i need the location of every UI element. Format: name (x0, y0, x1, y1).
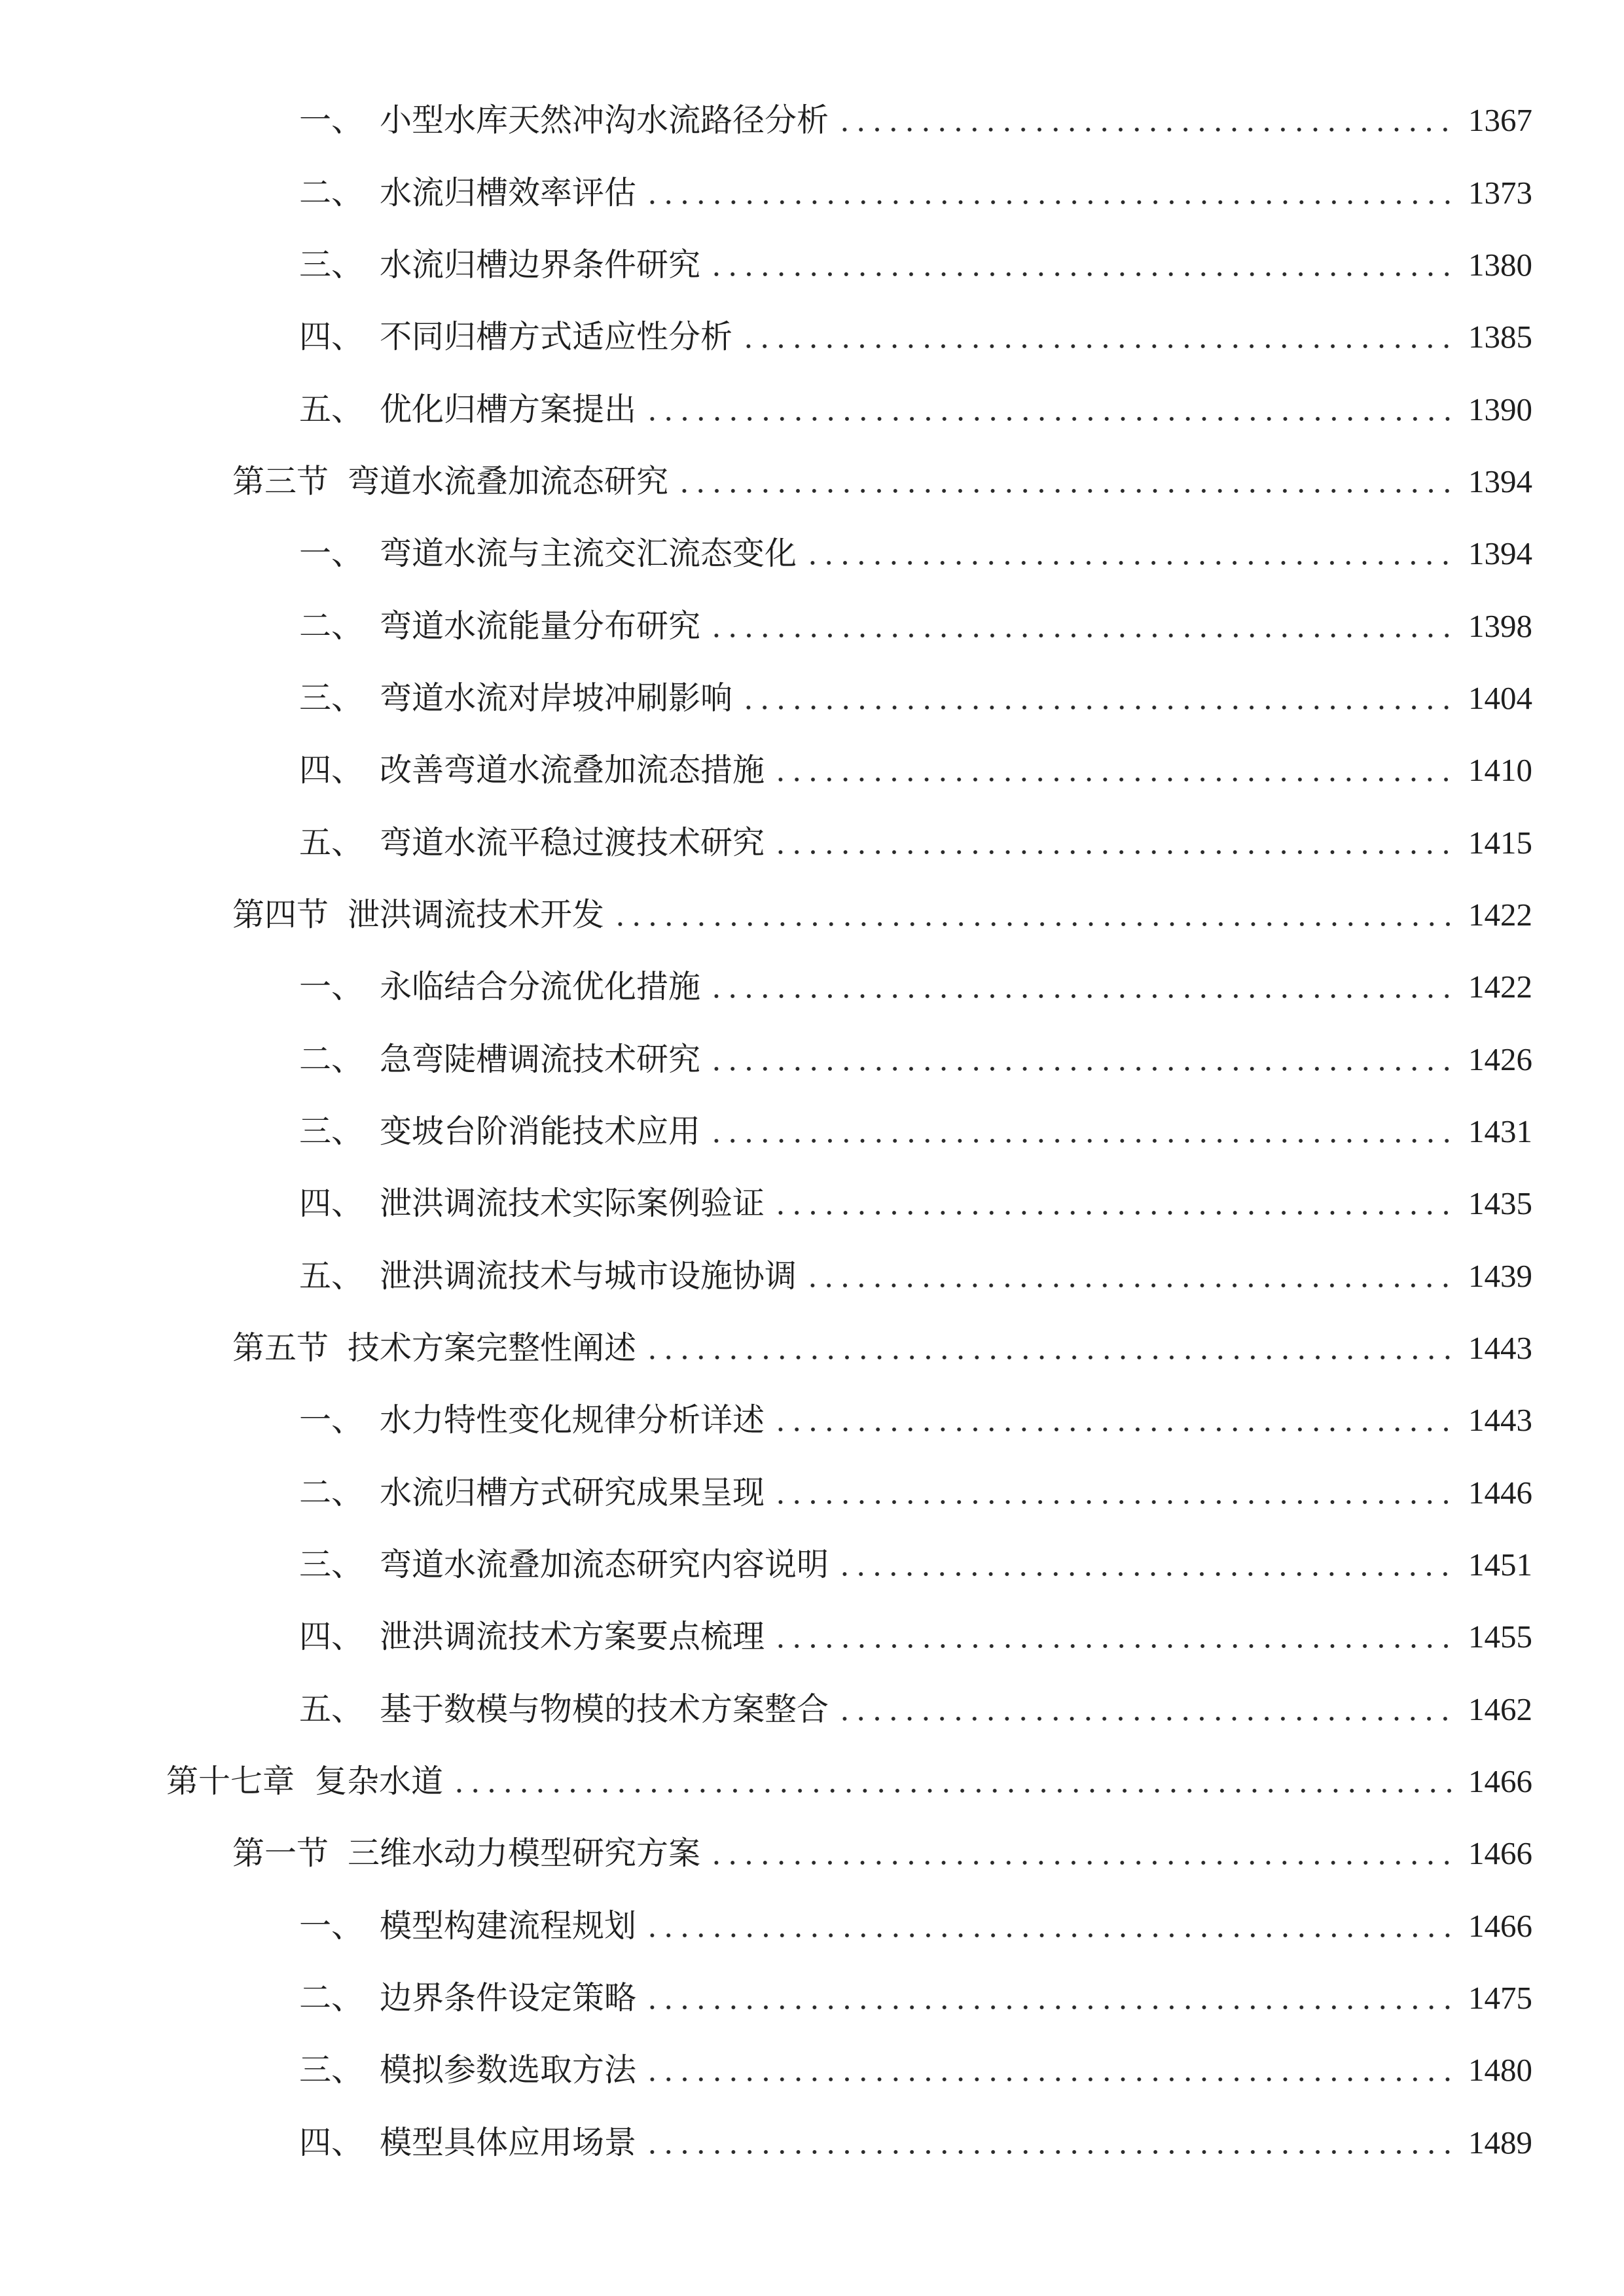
entry-page-number: 1446 (1468, 1474, 1532, 1511)
entry-number: 第十七章 (166, 1763, 295, 1800)
dot-leader (644, 1330, 1456, 1367)
entry-page-number: 1489 (1468, 2124, 1532, 2161)
entry-title: 水流归槽效率评估 (380, 174, 637, 211)
entry-number: 四、 (299, 1185, 364, 1222)
entry-number: 二、 (299, 174, 364, 211)
dot-leader (772, 1475, 1456, 1511)
entry-title: 水流归槽边界条件研究 (380, 246, 701, 283)
entry-page-number: 1451 (1468, 1547, 1532, 1583)
dot-leader (708, 608, 1456, 645)
entry-number: 五、 (299, 391, 364, 427)
entry-title: 急弯陡槽调流技术研究 (380, 1041, 701, 1077)
toc-subsection-entry (0, 156, 1624, 228)
entry-page-number: 1390 (1468, 391, 1532, 427)
dot-leader (644, 1980, 1456, 2017)
toc-subsection-entry (0, 1529, 1624, 1601)
entry-page-number: 1431 (1468, 1113, 1532, 1149)
entry-title: 边界条件设定策略 (380, 1980, 637, 2017)
toc-subsection-entry (0, 951, 1624, 1023)
entry-page-number: 1455 (1468, 1619, 1532, 1655)
dot-leader (644, 2052, 1456, 2089)
toc-subsection-entry (0, 806, 1624, 878)
entry-title: 模拟参数选取方法 (380, 2052, 637, 2089)
dot-leader (644, 175, 1456, 211)
dot-leader (740, 319, 1456, 355)
entry-number: 一、 (299, 102, 364, 139)
entry-title: 泄洪调流技术方案要点梳理 (380, 1619, 765, 1655)
toc-subsection-entry (0, 1674, 1624, 1746)
entry-page-number: 1475 (1468, 1980, 1532, 2017)
entry-page-number: 1443 (1468, 1330, 1532, 1367)
toc-section-entry (0, 446, 1624, 518)
entry-number: 二、 (299, 607, 364, 644)
dot-leader (837, 1691, 1456, 1728)
entry-number: 五、 (299, 824, 364, 861)
entry-number: 四、 (299, 752, 364, 789)
entry-page-number: 1466 (1468, 1763, 1532, 1800)
dot-leader (772, 1619, 1456, 1655)
toc-subsection-entry (0, 84, 1624, 156)
entry-title: 泄洪调流技术开发 (348, 896, 605, 933)
entry-page-number: 1404 (1468, 679, 1532, 716)
entry-page-number: 1439 (1468, 1257, 1532, 1294)
toc-subsection-entry (0, 229, 1624, 301)
dot-leader (708, 1835, 1456, 1872)
entry-number: 五、 (299, 1257, 364, 1294)
entry-number: 三、 (299, 1113, 364, 1149)
dot-leader (451, 1763, 1456, 1800)
entry-page-number: 1380 (1468, 246, 1532, 283)
dot-leader (676, 463, 1456, 500)
dot-leader (612, 897, 1456, 933)
dot-leader (644, 2125, 1456, 2161)
dot-leader (804, 535, 1456, 572)
entry-title: 三维水动力模型研究方案 (348, 1835, 701, 1872)
entry-page-number: 1426 (1468, 1041, 1532, 1077)
toc-subsection-entry (0, 1240, 1624, 1312)
entry-title: 弯道水流平稳过渡技术研究 (380, 824, 765, 861)
entry-number: 一、 (299, 535, 364, 572)
toc-subsection-entry (0, 1890, 1624, 1962)
entry-page-number: 1443 (1468, 1402, 1532, 1439)
toc-subsection-entry (0, 1096, 1624, 1168)
entry-page-number: 1410 (1468, 752, 1532, 789)
table-of-contents (0, 84, 1624, 2179)
entry-title: 不同归槽方式适应性分析 (380, 319, 733, 355)
entry-title: 基于数模与物模的技术方案整合 (380, 1691, 829, 1727)
toc-section-entry (0, 879, 1624, 951)
entry-number: 二、 (299, 1980, 364, 2017)
toc-subsection-entry (0, 1457, 1624, 1529)
entry-title: 弯道水流能量分布研究 (380, 607, 701, 644)
entry-number: 第三节 (232, 463, 329, 499)
entry-title: 优化归槽方案提出 (380, 391, 637, 427)
entry-title: 改善弯道水流叠加流态措施 (380, 752, 765, 789)
entry-number: 四、 (299, 1619, 364, 1655)
entry-number: 三、 (299, 1547, 364, 1583)
toc-subsection-entry (0, 2034, 1624, 2106)
dot-leader (644, 391, 1456, 428)
entry-number: 第四节 (232, 896, 329, 933)
entry-page-number: 1466 (1468, 1907, 1532, 1944)
entry-number: 三、 (299, 679, 364, 716)
dot-leader (708, 247, 1456, 283)
dot-leader (804, 1258, 1456, 1295)
entry-page-number: 1373 (1468, 174, 1532, 211)
entry-number: 四、 (299, 2124, 364, 2161)
entry-title: 模型构建流程规划 (380, 1907, 637, 1944)
entry-number: 第五节 (232, 1330, 329, 1367)
entry-number: 三、 (299, 246, 364, 283)
dot-leader (708, 1041, 1456, 1078)
entry-title: 弯道水流叠加流态研究内容说明 (380, 1547, 829, 1583)
entry-page-number: 1480 (1468, 2052, 1532, 2089)
entry-title: 泄洪调流技术实际案例验证 (380, 1185, 765, 1222)
toc-subsection-entry (0, 518, 1624, 590)
entry-number: 一、 (299, 1402, 364, 1439)
dot-leader (772, 1185, 1456, 1222)
toc-subsection-entry (0, 301, 1624, 373)
entry-title: 泄洪调流技术与城市设施协调 (380, 1257, 797, 1294)
toc-subsection-entry (0, 1962, 1624, 2034)
entry-number: 三、 (299, 2052, 364, 2089)
entry-title: 水流归槽方式研究成果呈现 (380, 1474, 765, 1511)
entry-number: 一、 (299, 969, 364, 1005)
entry-number: 一、 (299, 1907, 364, 1944)
dot-leader (740, 680, 1456, 717)
toc-subsection-entry (0, 373, 1624, 445)
entry-title: 弯道水流叠加流态研究 (348, 463, 669, 499)
entry-number: 四、 (299, 319, 364, 355)
toc-subsection-entry (0, 2107, 1624, 2179)
entry-title: 弯道水流对岸坡冲刷影响 (380, 679, 733, 716)
entry-page-number: 1435 (1468, 1185, 1532, 1222)
entry-title: 永临结合分流优化措施 (380, 969, 701, 1005)
entry-title: 水力特性变化规律分析详述 (380, 1402, 765, 1439)
toc-subsection-entry (0, 590, 1624, 662)
dot-leader (708, 969, 1456, 1005)
entry-number: 第一节 (232, 1835, 329, 1872)
toc-subsection-entry (0, 1023, 1624, 1095)
entry-page-number: 1422 (1468, 896, 1532, 933)
dot-leader (772, 825, 1456, 861)
entry-page-number: 1466 (1468, 1835, 1532, 1872)
entry-page-number: 1394 (1468, 535, 1532, 572)
entry-number: 五、 (299, 1691, 364, 1727)
entry-page-number: 1462 (1468, 1691, 1532, 1727)
dot-leader (837, 102, 1456, 139)
toc-chapter-entry (0, 1746, 1624, 1818)
entry-title: 复杂水道 (315, 1763, 444, 1800)
entry-page-number: 1398 (1468, 607, 1532, 644)
entry-title: 变坡台阶消能技术应用 (380, 1113, 701, 1149)
toc-subsection-entry (0, 662, 1624, 734)
dot-leader (772, 1402, 1456, 1439)
entry-title: 小型水库天然冲沟水流路径分析 (380, 102, 829, 139)
entry-title: 技术方案完整性阐述 (348, 1330, 637, 1367)
dot-leader (772, 752, 1456, 789)
entry-page-number: 1385 (1468, 319, 1532, 355)
entry-title: 弯道水流与主流交汇流态变化 (380, 535, 797, 572)
toc-subsection-entry (0, 1168, 1624, 1240)
dot-leader (644, 1908, 1456, 1945)
entry-number: 二、 (299, 1474, 364, 1511)
toc-subsection-entry (0, 1601, 1624, 1673)
toc-section-entry (0, 1312, 1624, 1384)
entry-page-number: 1367 (1468, 102, 1532, 139)
entry-number: 二、 (299, 1041, 364, 1077)
dot-leader (837, 1547, 1456, 1583)
toc-subsection-entry (0, 734, 1624, 806)
entry-page-number: 1422 (1468, 969, 1532, 1005)
toc-section-entry (0, 1818, 1624, 1890)
dot-leader (708, 1113, 1456, 1150)
toc-subsection-entry (0, 1384, 1624, 1456)
entry-page-number: 1415 (1468, 824, 1532, 861)
entry-title: 模型具体应用场景 (380, 2124, 637, 2161)
entry-page-number: 1394 (1468, 463, 1532, 499)
